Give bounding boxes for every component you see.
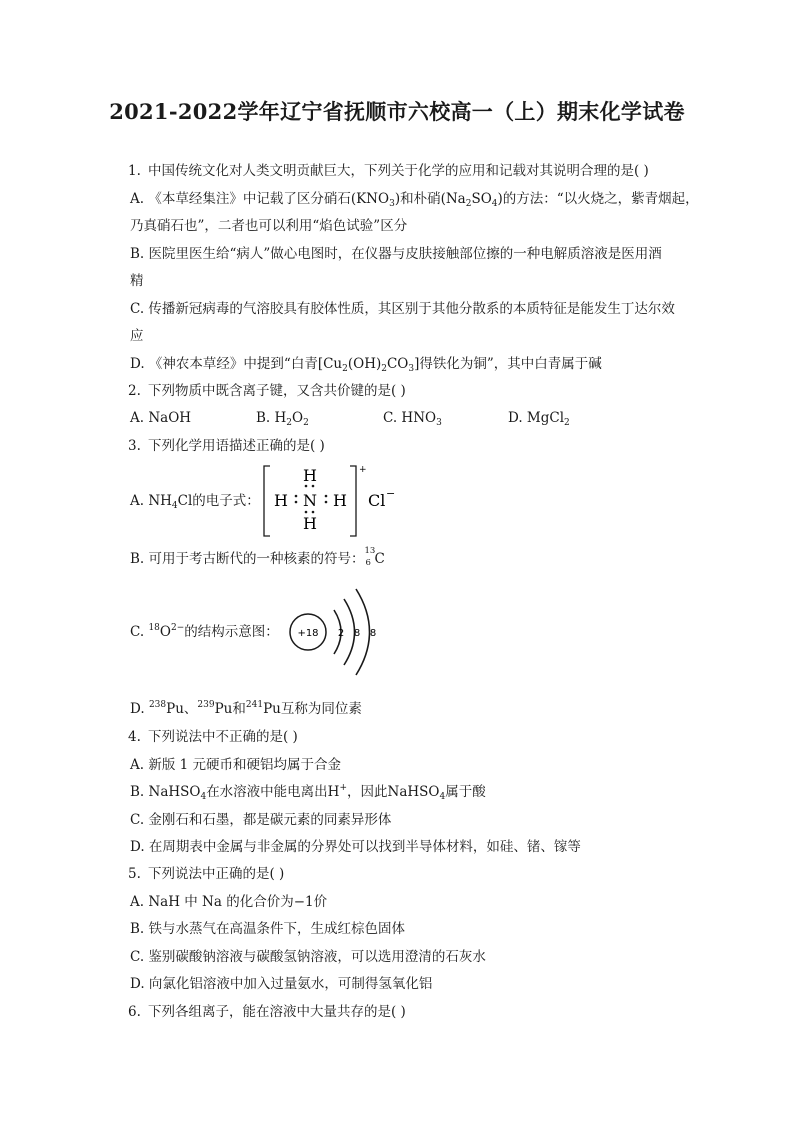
chloride-charge: − — [386, 487, 396, 500]
shell-3-electrons: 8 — [369, 628, 377, 639]
q4-option-c: C. 金刚石和石墨，都是碳元素的同素异形体 — [130, 812, 392, 828]
nuclide-atomic-number: 6 — [365, 558, 371, 568]
nuclide-element: C — [374, 551, 385, 567]
q6-number: 6. — [128, 1004, 141, 1020]
shell-1-electrons: 2 — [337, 628, 345, 639]
q1-option-a-line2: 乃真硝石也”，二者也可以利用“焰色试验”区分 — [130, 218, 408, 234]
q4-stem: 下列说法中不正确的是( ) — [148, 729, 298, 745]
left-bracket — [264, 466, 270, 536]
right-bracket — [350, 466, 356, 536]
q3-number: 3. — [128, 438, 141, 454]
ammonium-charge: + — [359, 465, 367, 475]
chloride-ion: Cl — [368, 491, 386, 510]
q3-option-d: D. $^{238}$Pu、$^{239}$Pu和$^{241}$Pu互称为同位素 — [130, 700, 362, 717]
q1-option-d: D. 《神农本草经》中提到“白青$[Cu_2(OH)_2CO_3]$得铁化为铜”，其中白青属于碱 — [130, 356, 602, 374]
q2-number: 2. — [128, 383, 141, 399]
q2-option-c: C. $HNO_3$ — [383, 410, 442, 428]
n-atom: N — [303, 491, 317, 510]
q2-option-d: D. MgCl$_2$ — [508, 410, 570, 428]
q1-stem: 中国传统文化对人类文明贡献巨大，下列关于化学的应用和记载对其说明合理的是( ) — [148, 163, 649, 179]
q2-option-b: B. $H_2O_2$ — [256, 410, 309, 428]
q1-option-b-line2: 精 — [130, 273, 144, 289]
exam-title: 2021-2022学年辽宁省抚顺市六校高一（上）期末化学试卷 — [109, 99, 685, 124]
h-atom-top: H — [303, 466, 317, 485]
q5-stem: 下列说法中正确的是( ) — [148, 866, 285, 882]
nh4cl-electron-formula — [260, 462, 410, 540]
q1-option-c-line1: C. 传播新冠病毒的气溶胶具有胶体性质，其区别于其他分散系的本质特征是能发生丁达尔效 — [130, 301, 675, 317]
q1-option-c-line2: 应 — [130, 328, 144, 344]
q3-option-b: B. 可用于考古断代的一种核素的符号： 13 6 C — [130, 546, 385, 568]
nuclide-mass-number: 13 — [364, 546, 376, 556]
q2-stem: 下列物质中既含离子键，又含共价键的是( ) — [148, 383, 406, 399]
atomic-structure-diagram — [284, 586, 384, 678]
nucleus-charge: +18 — [297, 628, 319, 639]
q3-option-a: A. $NH_4Cl$的电子式： — [130, 493, 260, 511]
h-atom-left: H — [274, 491, 288, 510]
h-atom-bottom: H — [303, 514, 317, 533]
q4-option-a: A. 新版 1 元硬币和硬铝均属于合金 — [130, 757, 342, 773]
q5-option-b: B. 铁与水蒸气在高温条件下，生成红棕色固体 — [130, 921, 406, 937]
q3-option-c: C. $^{18}O^{2-}$的结构示意图： — [130, 623, 279, 640]
q3-stem: 下列化学用语描述正确的是( ) — [148, 438, 325, 454]
q5-option-c: C. 鉴别碳酸钠溶液与碳酸氢钠溶液，可以选用澄清的石灰水 — [130, 949, 486, 965]
q4-number: 4. — [128, 729, 141, 745]
h-atom-right: H — [333, 491, 347, 510]
q2-option-a: A. NaOH — [130, 410, 192, 426]
q5-option-a: A. NaH 中 Na 的化合价为−1价 — [130, 894, 328, 910]
q6-stem: 下列各组离子，能在溶液中大量共存的是( ) — [148, 1004, 406, 1020]
q4-option-d: D. 在周期表中金属与非金属的分界处可以找到半导体材料，如硅、锗、镓等 — [130, 839, 581, 855]
q1-number: 1. — [128, 163, 141, 179]
q5-option-d: D. 向氯化铝溶液中加入过量氨水，可制得氢氧化铝 — [130, 976, 433, 992]
shell-2-electrons: 8 — [353, 628, 361, 639]
q5-number: 5. — [128, 866, 141, 882]
q4-option-b: B. NaHSO$_4$在水溶液中能电离出H+，因此NaHSO$_4$属于酸 — [130, 783, 486, 802]
q1-option-a-line1: A. 《本草经集注》中记载了区分硝石$(KNO_3)$和朴硝$(Na_2SO_4)$的方法：“以火烧之，紫青烟起， — [130, 191, 699, 209]
q1-option-b-line1: B. 医院里医生给“病人”做心电图时，在仪器与皮肤接触部位擦的一种电解质溶液是医用酒 — [130, 246, 662, 262]
